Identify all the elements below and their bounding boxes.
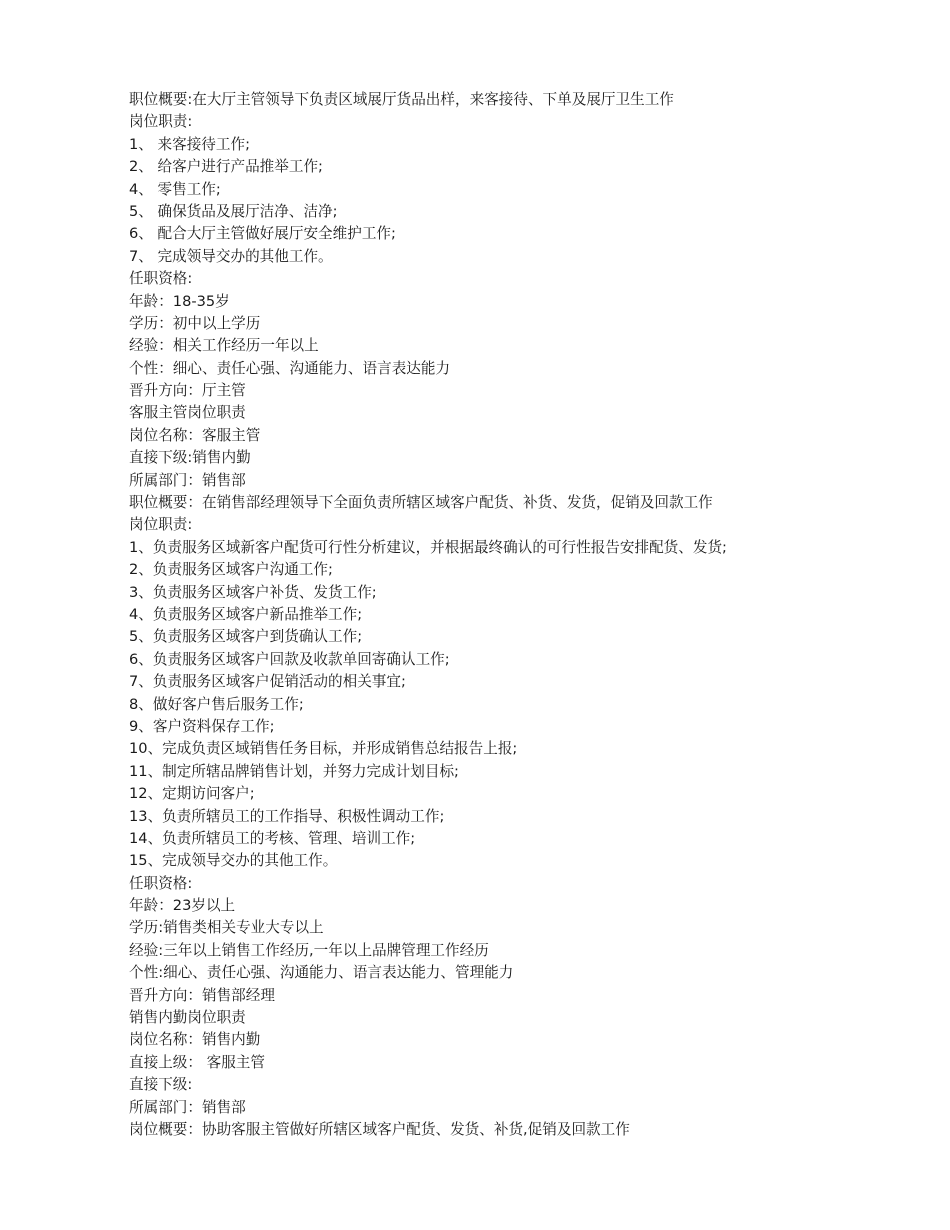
text-line: 1、 来客接待工作; — [129, 135, 250, 153]
text-line: 11、制定所辖品牌销售计划，并努力完成计划目标; — [129, 762, 459, 780]
text-line: 职位概要:在大厅主管领导下负责区域展厅货品出样，来客接待、下单及展厅卫生工作 — [129, 91, 674, 108]
text-line: 9、客户资料保存工作; — [129, 717, 275, 735]
text-line: 个性：细心、责任心强、沟通能力、语言表达能力 — [129, 359, 451, 377]
text-line: 销售内勤岗位职责 — [129, 1009, 246, 1027]
text-line: 4、 零售工作; — [129, 180, 221, 198]
text-line: 2、 给客户进行产品推举工作; — [129, 158, 323, 176]
text-line: 8、做好客户售后服务工作; — [129, 695, 304, 713]
text-line: 经验:三年以上销售工作经历,一年以上品牌管理工作经历 — [129, 941, 489, 959]
text-line: 所属部门：销售部 — [129, 471, 246, 489]
text-line: 晋升方向：厅主管 — [129, 382, 246, 400]
text-line: 1、负责服务区域新客户配货可行性分析建议，并根据最终确认的可行性报告安排配货、发货; — [129, 538, 727, 556]
text-line: 岗位职责: — [129, 113, 193, 131]
text-line: 岗位名称：客服主管 — [129, 426, 261, 444]
text-line: 年龄：23岁以上 — [129, 897, 236, 915]
text-line: 学历:销售类相关专业大专以上 — [129, 919, 324, 937]
text-line: 直接下级:销售内勤 — [129, 449, 251, 467]
text-line: 年龄：18-35岁 — [129, 292, 230, 310]
text-line: 客服主管岗位职责 — [129, 404, 246, 422]
text-line: 直接下级: — [129, 1076, 193, 1094]
text-line: 7、 完成领导交办的其他工作。 — [129, 247, 333, 265]
text-line: 岗位名称：销售内勤 — [129, 1031, 261, 1049]
text-line: 所属部门：销售部 — [129, 1098, 246, 1116]
text-line: 6、 配合大厅主管做好展厅安全维护工作; — [129, 225, 396, 243]
text-line: 7、负责服务区域客户促销活动的相关事宜; — [129, 673, 406, 691]
text-line: 直接上级： 客服主管 — [129, 1053, 265, 1071]
text-line: 岗位职责: — [129, 516, 193, 534]
text-line: 4、负责服务区域客户新品推举工作; — [129, 605, 363, 623]
text-line: 2、负责服务区域客户沟通工作; — [129, 561, 333, 579]
text-line: 岗位概要：协助客服主管做好所辖区域客户配货、发货、补货,促销及回款工作 — [129, 1120, 630, 1138]
text-line: 14、负责所辖员工的考核、管理、培训工作; — [129, 829, 416, 847]
text-line: 任职资格: — [129, 874, 193, 892]
text-line: 5、 确保货品及展厅洁净、洁净; — [129, 202, 338, 220]
text-line: 经验：相关工作经历一年以上 — [129, 337, 319, 355]
text-line: 15、完成领导交办的其他工作。 — [129, 852, 338, 870]
text-line: 12、定期访问客户; — [129, 785, 255, 803]
text-line: 学历：初中以上学历 — [129, 314, 261, 332]
text-line: 3、负责服务区域客户补货、发货工作; — [129, 583, 377, 601]
text-line: 10、完成负责区域销售任务目标，并形成销售总结报告上报; — [129, 740, 518, 758]
text-line: 6、负责服务区域客户回款及收款单回寄确认工作; — [129, 650, 450, 668]
text-line: 晋升方向：销售部经理 — [129, 986, 275, 1004]
text-line: 个性:细心、责任心强、沟通能力、语言表达能力、管理能力 — [129, 964, 514, 982]
text-line: 13、负责所辖员工的工作指导、积极性调动工作; — [129, 807, 445, 825]
text-line: 5、负责服务区域客户到货确认工作; — [129, 628, 363, 646]
text-line: 职位概要：在销售部经理领导下全面负责所辖区域客户配货、补货、发货，促销及回款工作 — [129, 494, 713, 512]
document-body — [129, 89, 919, 1141]
text-line: 任职资格: — [129, 270, 193, 288]
